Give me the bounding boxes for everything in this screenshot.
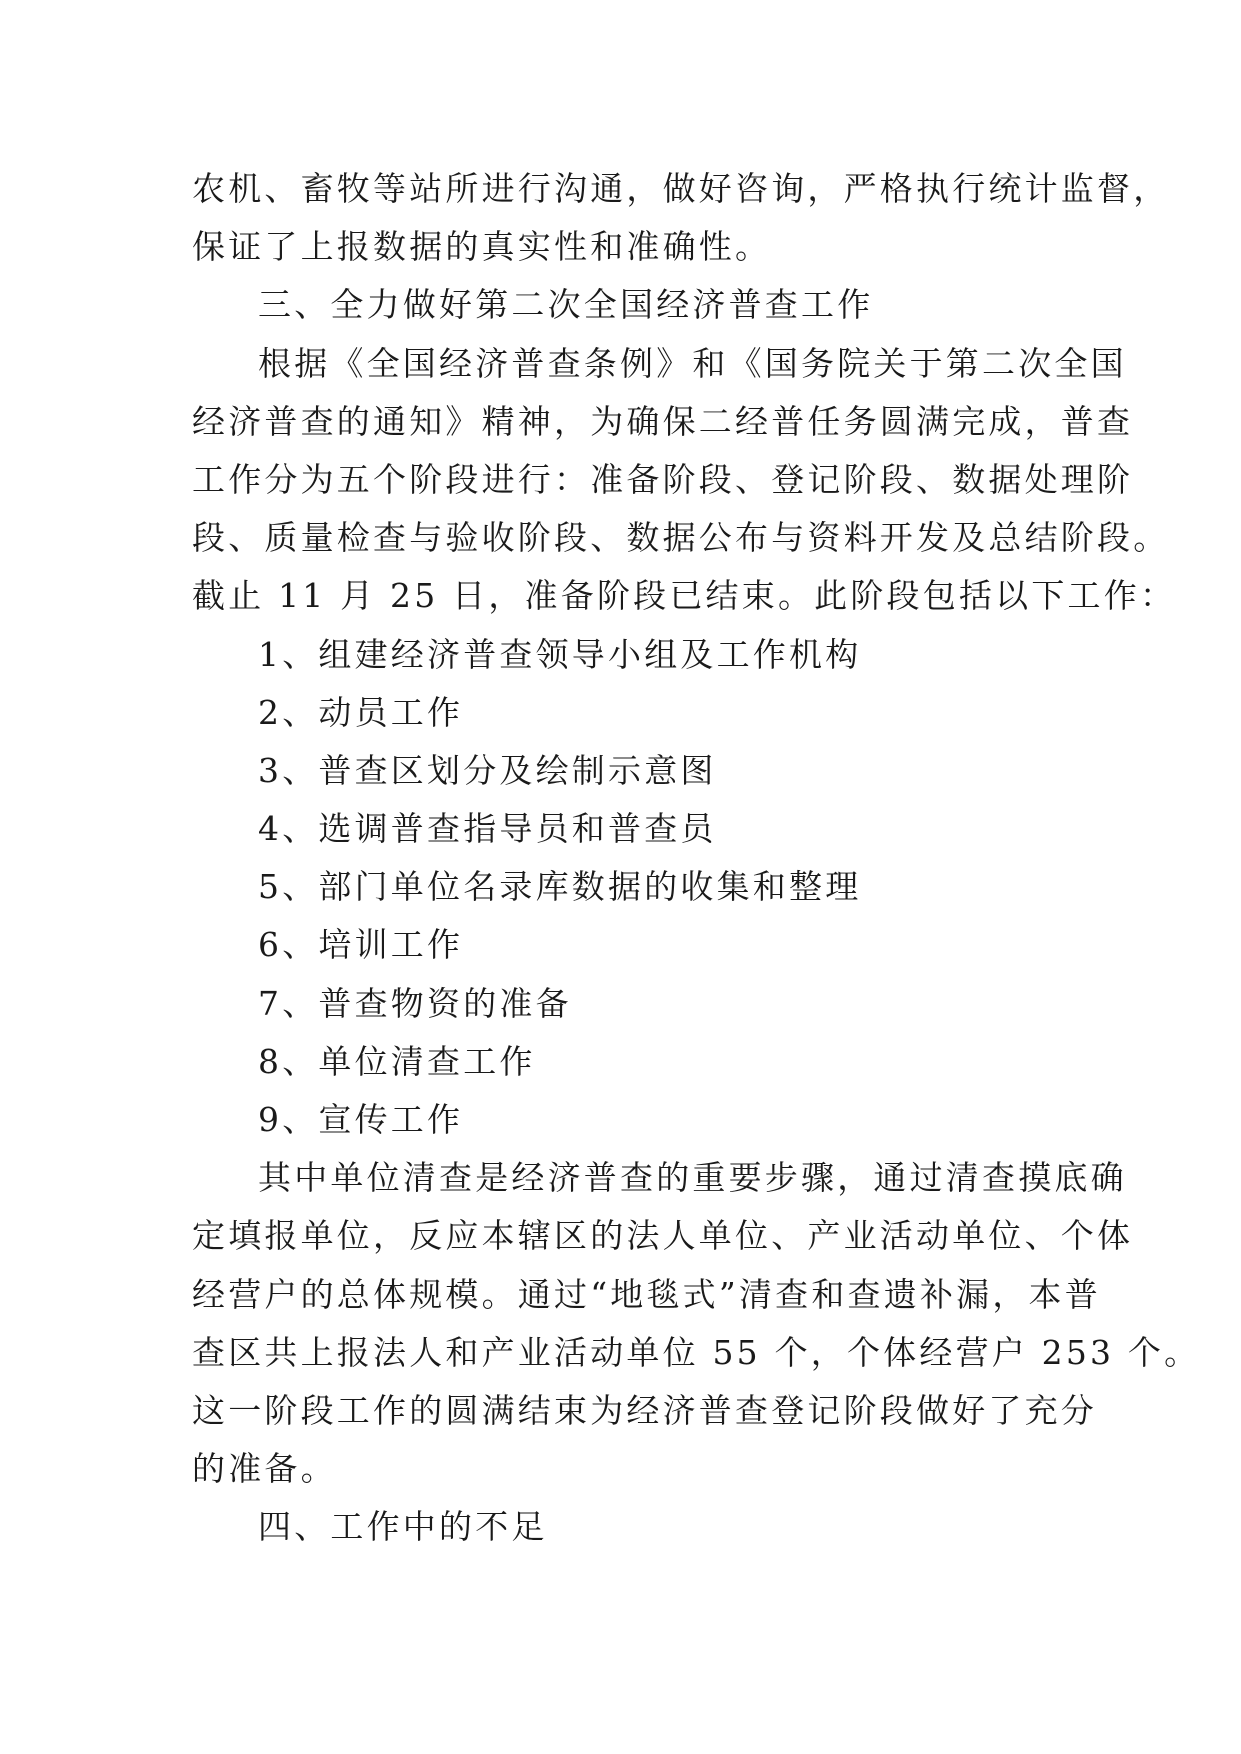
list-item: 2、动员工作 (258, 692, 464, 732)
text-line: 经济普查的通知》精神，为确保二经普任务圆满完成，普查 (192, 401, 1134, 441)
section-heading-four: 四、工作中的不足 (258, 1507, 548, 1547)
list-item: 5、部门单位名录库数据的收集和整理 (258, 867, 862, 907)
text-line: 工作分为五个阶段进行：准备阶段、登记阶段、数据处理阶 (192, 459, 1134, 499)
section-heading-three: 三、全力做好第二次全国经济普查工作 (258, 285, 874, 325)
text-line: 保证了上报数据的真实性和准确性。 (192, 227, 772, 267)
text-line: 定填报单位，反应本辖区的法人单位、产业活动单位、个体 (192, 1216, 1134, 1256)
paragraph-unit-check (192, 1149, 1201, 1498)
list-item: 8、单位清查工作 (258, 1041, 536, 1081)
text-line: 段、质量检查与验收阶段、数据公布与资料开发及总结阶段。 (192, 518, 1170, 558)
text-line: 的准备。 (192, 1449, 337, 1489)
document-page (192, 160, 1201, 1557)
text-line: 截止 11 月 25 日，准备阶段已结束。此阶段包括以下工作： (192, 576, 1177, 616)
list-item: 6、培训工作 (258, 925, 464, 965)
text-line: 查区共上报法人和产业活动单位 55 个，个体经营户 253 个。 (192, 1332, 1201, 1372)
list-item: 3、普查区划分及绘制示意图 (258, 750, 717, 790)
list-item: 1、组建经济普查领导小组及工作机构 (258, 634, 862, 674)
task-list (192, 626, 1052, 1150)
text-line: 其中单位清查是经济普查的重要步骤，通过清查摸底确 (258, 1158, 1127, 1198)
list-item: 4、选调普查指导员和普查员 (258, 809, 717, 849)
text-line: 经营户的总体规模。通过“地毯式”清查和查遗补漏，本普 (192, 1274, 1101, 1314)
text-line: 根据《全国经济普查条例》和《国务院关于第二次全国 (258, 343, 1127, 383)
list-item: 7、普查物资的准备 (258, 983, 572, 1023)
text-line: 农机、畜牧等站所进行沟通，做好咨询，严格执行统计监督， (192, 169, 1170, 208)
list-item: 9、宣传工作 (258, 1100, 464, 1139)
text-line: 这一阶段工作的圆满结束为经济普查登记阶段做好了充分 (192, 1390, 1097, 1430)
paragraph-continuation (192, 160, 1170, 276)
paragraph-basis (192, 335, 1177, 626)
